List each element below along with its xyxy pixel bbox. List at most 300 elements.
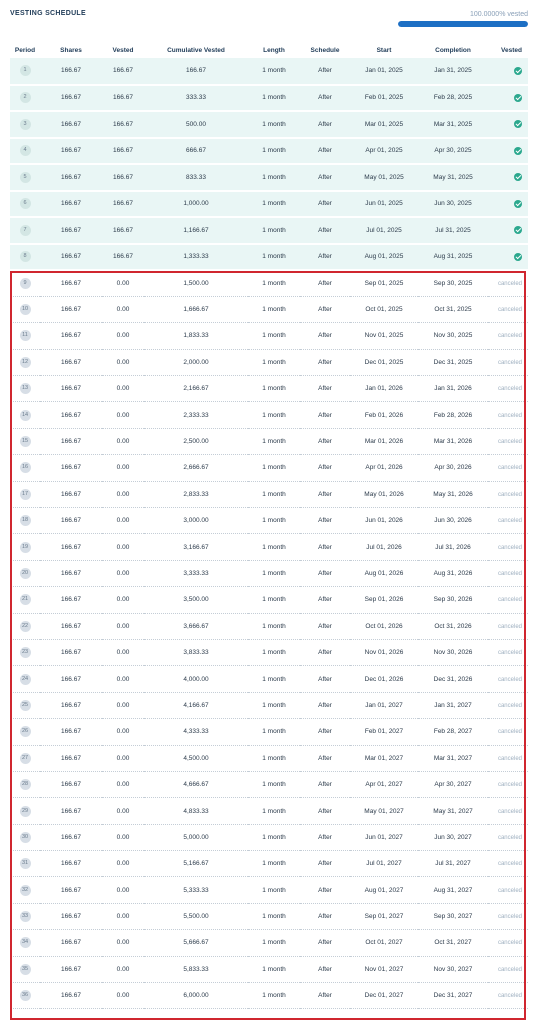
vested-cell: 166.67: [102, 244, 144, 271]
progress-label: 100.0000% vested: [470, 11, 528, 18]
canceled-status-text: canceled: [497, 280, 522, 287]
period-badge: 36: [20, 990, 31, 1001]
cumulative-vested-cell: 3,500.00: [183, 596, 209, 604]
completion-date-cell: Jun 30, 2025: [418, 191, 488, 218]
start-date-cell: Jun 01, 2025: [350, 191, 418, 218]
cumulative-vested-cell: 2,000.00: [183, 358, 209, 366]
vested-cell: 0.00: [116, 306, 130, 314]
vested-cell: 0.00: [116, 438, 130, 446]
start-date-cell: Jun 01, 2027: [365, 833, 403, 841]
vested-cell: 0.00: [116, 754, 130, 762]
vested-cell: 0.00: [116, 833, 130, 841]
start-date-cell: May 01, 2026: [364, 490, 404, 498]
schedule-cell: After: [318, 992, 332, 1000]
cumulative-vested-cell: 3,666.67: [183, 622, 209, 630]
shares-cell: 166.67: [61, 438, 81, 446]
vested-cell: 166.67: [102, 164, 144, 191]
start-date-cell: Feb 01, 2026: [364, 411, 404, 419]
vested-cell: 0.00: [116, 622, 130, 630]
period-cell: [10, 587, 40, 613]
canceled-status-text: canceled: [497, 861, 522, 868]
canceled-status-text: canceled: [497, 307, 522, 314]
length-cell: 1 month: [262, 411, 286, 419]
period-badge: 29: [20, 806, 31, 817]
length-cell: 1 month: [262, 965, 286, 973]
period-badge: 23: [20, 647, 31, 658]
completion-date-cell: Jan 31, 2025: [418, 58, 488, 85]
period-cell: [10, 824, 40, 850]
period-cell: [10, 191, 40, 218]
completion-date-cell: Sep 30, 2025: [433, 279, 473, 287]
vested-status-cell: [488, 824, 528, 850]
cumulative-vested-cell: 4,500.00: [183, 754, 209, 762]
vested-status-cell: [488, 138, 528, 165]
table-row: [10, 323, 528, 349]
period-badge: 14: [20, 410, 31, 421]
length-cell: 1 month: [262, 543, 286, 551]
shares-cell: 166.67: [61, 543, 81, 551]
vesting-table: [10, 42, 528, 1009]
shares-cell: 166.67: [61, 385, 81, 393]
length-cell: 1 month: [262, 358, 286, 366]
period-badge: 10: [20, 304, 31, 315]
period-cell: [10, 138, 40, 165]
start-date-cell: Sep 01, 2027: [364, 913, 404, 921]
canceled-status-text: canceled: [497, 940, 522, 947]
vested-cell: 0.00: [116, 596, 130, 604]
period-badge: 25: [20, 700, 31, 711]
period-badge: 28: [20, 779, 31, 790]
table-row: [10, 191, 528, 218]
period-cell: [10, 613, 40, 639]
vested-cell: 0.00: [116, 279, 130, 287]
length-cell: 1 month: [262, 754, 286, 762]
shares-cell: 166.67: [61, 939, 81, 947]
length-cell: 1 month: [262, 438, 286, 446]
shares-cell: 166.67: [40, 111, 102, 138]
shares-cell: 166.67: [61, 569, 81, 577]
table-row: [10, 877, 528, 903]
period-cell: [10, 508, 40, 534]
shares-cell: 166.67: [61, 490, 81, 498]
table-row: [10, 824, 528, 850]
shares-cell: 166.67: [61, 358, 81, 366]
schedule-cell: After: [318, 490, 332, 498]
shares-cell: 166.67: [61, 411, 81, 419]
table-row: [10, 983, 528, 1009]
table-row: [10, 745, 528, 771]
length-cell: 1 month: [262, 649, 286, 657]
table-row: [10, 771, 528, 797]
start-date-cell: Mar 01, 2026: [364, 438, 404, 446]
cumulative-vested-cell: 166.67: [144, 58, 248, 85]
length-cell: 1 month: [262, 807, 286, 815]
canceled-status-text: canceled: [497, 729, 522, 736]
canceled-status-text: canceled: [497, 333, 522, 340]
shares-cell: 166.67: [40, 138, 102, 165]
cumulative-vested-cell: 4,000.00: [183, 675, 209, 683]
schedule-cell: After: [318, 860, 332, 868]
shares-cell: 166.67: [61, 992, 81, 1000]
vested-status-cell: [488, 956, 528, 982]
canceled-status-text: canceled: [497, 676, 522, 683]
vested-status-cell: [488, 244, 528, 271]
vested-status-cell: [488, 534, 528, 560]
vested-cell: 0.00: [116, 517, 130, 525]
vested-status-cell: [488, 639, 528, 665]
column-header-cumulative-vested: Cumulative Vested: [167, 46, 225, 54]
check-circle-icon: [514, 120, 522, 128]
schedule-cell: After: [318, 649, 332, 657]
schedule-cell: After: [318, 411, 332, 419]
period-badge: 19: [20, 542, 31, 553]
table-row: [10, 481, 528, 507]
completion-date-cell: Nov 30, 2026: [433, 649, 473, 657]
canceled-status-text: canceled: [497, 386, 522, 393]
cumulative-vested-cell: 2,666.67: [183, 464, 209, 472]
vested-status-cell: [488, 349, 528, 375]
completion-date-cell: Apr 30, 2026: [434, 464, 472, 472]
length-cell: 1 month: [262, 992, 286, 1000]
period-badge: 24: [20, 674, 31, 685]
period-cell: [10, 719, 40, 745]
start-date-cell: Jan 01, 2027: [365, 701, 403, 709]
schedule-cell: After: [318, 358, 332, 366]
shares-cell: 166.67: [61, 279, 81, 287]
canceled-status-text: canceled: [497, 914, 522, 921]
table-row: [10, 455, 528, 481]
period-cell: [10, 666, 40, 692]
completion-date-cell: Mar 31, 2025: [418, 111, 488, 138]
vested-cell: 0.00: [116, 464, 130, 472]
start-date-cell: Dec 01, 2025: [364, 358, 404, 366]
cumulative-vested-cell: 666.67: [144, 138, 248, 165]
canceled-status-text: canceled: [497, 597, 522, 604]
period-badge: 6: [20, 198, 31, 209]
column-header-shares: Shares: [60, 46, 82, 54]
check-circle-icon: [514, 94, 522, 102]
period-cell: [10, 164, 40, 191]
vested-status-cell: [488, 270, 528, 296]
length-cell: 1 month: [248, 58, 300, 85]
start-date-cell: Dec 01, 2027: [364, 992, 404, 1000]
table-row: [10, 534, 528, 560]
vested-status-cell: [488, 402, 528, 428]
shares-cell: 166.67: [40, 58, 102, 85]
completion-date-cell: May 31, 2027: [433, 807, 473, 815]
shares-cell: 166.67: [61, 860, 81, 868]
start-date-cell: Apr 01, 2025: [350, 138, 418, 165]
table-row: [10, 349, 528, 375]
shares-cell: 166.67: [61, 622, 81, 630]
period-cell: [10, 771, 40, 797]
table-body: [10, 58, 528, 1009]
period-badge: 18: [20, 515, 31, 526]
canceled-status-text: canceled: [497, 782, 522, 789]
vested-cell: 0.00: [116, 913, 130, 921]
check-circle-icon: [514, 253, 522, 261]
check-circle-icon: [514, 147, 522, 155]
schedule-cell: After: [318, 913, 332, 921]
length-cell: 1 month: [262, 860, 286, 868]
vested-cell: 0.00: [116, 728, 130, 736]
vested-status-cell: [488, 983, 528, 1009]
shares-cell: 166.67: [61, 306, 81, 314]
period-badge: 27: [20, 753, 31, 764]
period-cell: [10, 217, 40, 244]
shares-cell: 166.67: [61, 675, 81, 683]
schedule-cell: After: [318, 754, 332, 762]
shares-cell: 166.67: [61, 332, 81, 340]
vested-status-cell: [488, 719, 528, 745]
schedule-cell: After: [318, 781, 332, 789]
shares-cell: 166.67: [61, 701, 81, 709]
cumulative-vested-cell: 5,000.00: [183, 833, 209, 841]
cumulative-vested-cell: 2,333.33: [183, 411, 209, 419]
shares-cell: 166.67: [40, 244, 102, 271]
completion-date-cell: May 31, 2026: [433, 490, 473, 498]
period-cell: [10, 428, 40, 454]
start-date-cell: May 01, 2027: [364, 807, 404, 815]
schedule-cell: After: [300, 164, 350, 191]
shares-cell: 166.67: [40, 164, 102, 191]
schedule-cell: After: [318, 464, 332, 472]
progress-track: [398, 21, 528, 27]
length-cell: 1 month: [248, 164, 300, 191]
cumulative-vested-cell: 1,000.00: [144, 191, 248, 218]
schedule-cell: After: [318, 807, 332, 815]
period-cell: [10, 692, 40, 718]
vested-cell: 0.00: [116, 939, 130, 947]
cumulative-vested-cell: 4,333.33: [183, 728, 209, 736]
period-cell: [10, 270, 40, 296]
period-cell: [10, 745, 40, 771]
period-cell: [10, 560, 40, 586]
vested-status-cell: [488, 771, 528, 797]
length-cell: 1 month: [262, 596, 286, 604]
schedule-cell: After: [300, 217, 350, 244]
cumulative-vested-cell: 1,333.33: [144, 244, 248, 271]
shares-cell: 166.67: [40, 217, 102, 244]
completion-date-cell: Aug 31, 2026: [433, 569, 473, 577]
length-cell: 1 month: [262, 385, 286, 393]
period-cell: [10, 930, 40, 956]
length-cell: 1 month: [248, 191, 300, 218]
schedule-cell: After: [318, 517, 332, 525]
period-cell: [10, 376, 40, 402]
shares-cell: 166.67: [61, 596, 81, 604]
start-date-cell: Feb 01, 2025: [350, 85, 418, 112]
start-date-cell: Sep 01, 2025: [364, 279, 404, 287]
period-badge: 8: [20, 251, 31, 262]
column-header-vested-status: Vested: [501, 46, 522, 54]
canceled-status-text: canceled: [497, 359, 522, 366]
start-date-cell: Nov 01, 2025: [364, 332, 404, 340]
vested-status-cell: [488, 798, 528, 824]
vested-status-cell: [488, 111, 528, 138]
length-cell: 1 month: [262, 490, 286, 498]
cumulative-vested-cell: 3,333.33: [183, 569, 209, 577]
canceled-status-text: canceled: [497, 439, 522, 446]
start-date-cell: Jul 01, 2025: [350, 217, 418, 244]
period-cell: [10, 481, 40, 507]
period-cell: [10, 111, 40, 138]
period-badge: 21: [20, 594, 31, 605]
period-badge: 7: [20, 225, 31, 236]
period-badge: 31: [20, 858, 31, 869]
cumulative-vested-cell: 6,000.00: [183, 992, 209, 1000]
table-row: [10, 508, 528, 534]
length-cell: 1 month: [248, 138, 300, 165]
completion-date-cell: Jan 31, 2026: [434, 385, 472, 393]
length-cell: 1 month: [262, 833, 286, 841]
period-badge: 32: [20, 885, 31, 896]
period-cell: [10, 956, 40, 982]
length-cell: 1 month: [262, 913, 286, 921]
period-badge: 5: [20, 172, 31, 183]
schedule-cell: After: [318, 306, 332, 314]
period-badge: 34: [20, 937, 31, 948]
length-cell: 1 month: [262, 781, 286, 789]
cumulative-vested-cell: 2,833.33: [183, 490, 209, 498]
schedule-cell: After: [318, 675, 332, 683]
vested-cell: 166.67: [102, 138, 144, 165]
start-date-cell: Jan 01, 2025: [350, 58, 418, 85]
vested-cell: 0.00: [116, 490, 130, 498]
period-badge: 3: [20, 119, 31, 130]
completion-date-cell: Mar 31, 2027: [433, 754, 473, 762]
column-header-vested: Vested: [112, 46, 134, 54]
vested-status-cell: [488, 376, 528, 402]
vested-status-cell: [488, 455, 528, 481]
vested-cell: 0.00: [116, 965, 130, 973]
canceled-status-text: canceled: [497, 412, 522, 419]
schedule-cell: After: [300, 111, 350, 138]
period-badge: 11: [20, 330, 31, 341]
vested-cell: 166.67: [102, 58, 144, 85]
section-title: VESTING SCHEDULE: [10, 10, 86, 17]
vesting-progress: [398, 11, 528, 27]
schedule-cell: After: [318, 939, 332, 947]
vested-status-cell: [488, 613, 528, 639]
canceled-status-text: canceled: [497, 834, 522, 841]
cumulative-vested-cell: 3,833.33: [183, 649, 209, 657]
length-cell: 1 month: [262, 569, 286, 577]
vested-cell: 0.00: [116, 701, 130, 709]
cumulative-vested-cell: 5,333.33: [183, 886, 209, 894]
canceled-status-text: canceled: [497, 755, 522, 762]
table-row: [10, 956, 528, 982]
canceled-status-text: canceled: [497, 623, 522, 630]
cumulative-vested-cell: 833.33: [144, 164, 248, 191]
start-date-cell: Aug 01, 2025: [350, 244, 418, 271]
table-row: [10, 798, 528, 824]
vested-cell: 166.67: [102, 85, 144, 112]
table-row: [10, 666, 528, 692]
completion-date-cell: Aug 31, 2027: [433, 886, 473, 894]
period-badge: 22: [20, 621, 31, 632]
period-badge: 30: [20, 832, 31, 843]
completion-date-cell: Jul 31, 2027: [435, 860, 471, 868]
length-cell: 1 month: [262, 675, 286, 683]
cumulative-vested-cell: 4,666.67: [183, 781, 209, 789]
cumulative-vested-cell: 5,666.67: [183, 939, 209, 947]
schedule-cell: After: [318, 543, 332, 551]
period-cell: [10, 877, 40, 903]
vested-status-cell: [488, 930, 528, 956]
cumulative-vested-cell: 5,166.67: [183, 860, 209, 868]
start-date-cell: Aug 01, 2026: [364, 569, 404, 577]
completion-date-cell: Sep 30, 2027: [433, 913, 473, 921]
shares-cell: 166.67: [61, 807, 81, 815]
period-badge: 13: [20, 383, 31, 394]
table-row: [10, 217, 528, 244]
vested-cell: 0.00: [116, 675, 130, 683]
completion-date-cell: Dec 31, 2025: [433, 358, 473, 366]
length-cell: 1 month: [262, 728, 286, 736]
shares-cell: 166.67: [61, 886, 81, 894]
table-row: [10, 560, 528, 586]
table-row: [10, 613, 528, 639]
length-cell: 1 month: [248, 217, 300, 244]
schedule-cell: After: [318, 728, 332, 736]
table-row: [10, 639, 528, 665]
completion-date-cell: Apr 30, 2025: [418, 138, 488, 165]
cumulative-vested-cell: 3,000.00: [183, 517, 209, 525]
vested-status-cell: [488, 903, 528, 929]
length-cell: 1 month: [248, 85, 300, 112]
period-cell: [10, 349, 40, 375]
completion-date-cell: Jun 30, 2027: [434, 833, 472, 841]
start-date-cell: Mar 01, 2027: [364, 754, 404, 762]
canceled-status-text: canceled: [497, 544, 522, 551]
period-cell: [10, 402, 40, 428]
schedule-cell: After: [318, 332, 332, 340]
vested-cell: 0.00: [116, 411, 130, 419]
schedule-cell: After: [300, 58, 350, 85]
start-date-cell: Mar 01, 2025: [350, 111, 418, 138]
cumulative-vested-cell: 1,166.67: [144, 217, 248, 244]
completion-date-cell: Feb 28, 2025: [418, 85, 488, 112]
start-date-cell: Oct 01, 2026: [365, 622, 403, 630]
canceled-status-text: canceled: [497, 966, 522, 973]
shares-cell: 166.67: [40, 85, 102, 112]
shares-cell: 166.67: [61, 965, 81, 973]
start-date-cell: Oct 01, 2027: [365, 939, 403, 947]
length-cell: 1 month: [262, 939, 286, 947]
completion-date-cell: Jul 31, 2026: [435, 543, 471, 551]
period-cell: [10, 296, 40, 322]
start-date-cell: Nov 01, 2027: [364, 965, 404, 973]
canceled-status-text: canceled: [497, 808, 522, 815]
length-cell: 1 month: [262, 701, 286, 709]
cumulative-vested-cell: 2,166.67: [183, 385, 209, 393]
schedule-cell: After: [318, 622, 332, 630]
cumulative-vested-cell: 4,166.67: [183, 701, 209, 709]
shares-cell: 166.67: [61, 728, 81, 736]
vested-status-cell: [488, 481, 528, 507]
completion-date-cell: Nov 30, 2027: [433, 965, 473, 973]
length-cell: 1 month: [262, 622, 286, 630]
period-cell: [10, 534, 40, 560]
vested-cell: 166.67: [102, 191, 144, 218]
schedule-cell: After: [318, 965, 332, 973]
completion-date-cell: Oct 31, 2025: [434, 306, 472, 314]
vested-status-cell: [488, 508, 528, 534]
period-badge: 16: [20, 462, 31, 473]
vested-status-cell: [488, 428, 528, 454]
length-cell: 1 month: [248, 244, 300, 271]
